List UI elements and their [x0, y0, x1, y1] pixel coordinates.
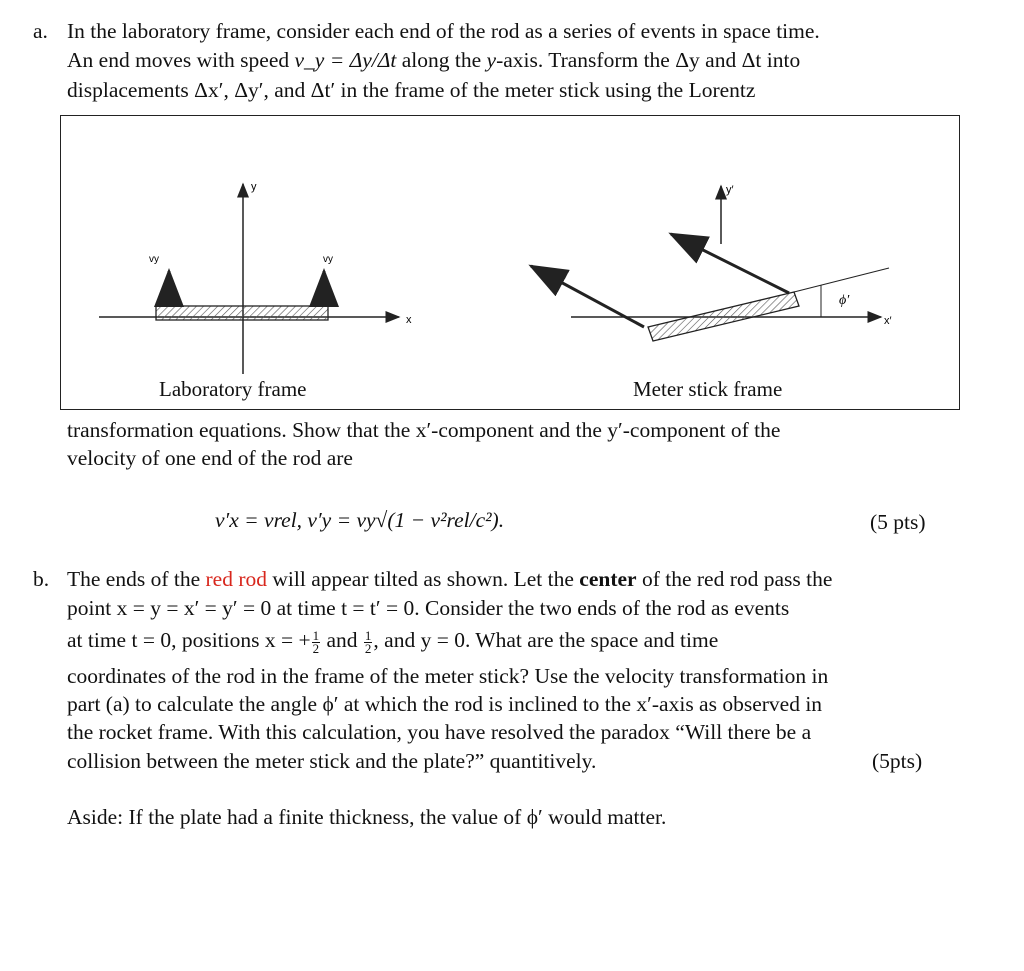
- angle-label: ϕ′: [839, 293, 850, 308]
- part-a-line-1: In the laboratory frame, consider each end of the rod as a series of events in space time.: [67, 19, 820, 43]
- part-b-line-1: The ends of the red rod will appear tilted as shown. Let the center of the red rod pass the: [67, 567, 833, 591]
- part-b-label: b.: [33, 567, 50, 591]
- part-a-label: a.: [33, 19, 48, 43]
- velocity-equation: v′x = vrel, v′y = vy√(1 − v²rel/c²).: [215, 508, 505, 532]
- meter-x-label: x′: [884, 315, 892, 327]
- part-b-line-5: part (a) to calculate the angle ϕ′ at which the rod is inclined to the x′-axis as observed in: [67, 692, 823, 716]
- center-text: center: [579, 567, 637, 591]
- meter-stick-frame-diagram: [531, 184, 892, 341]
- lab-frame-diagram: [99, 181, 412, 374]
- part-b-points: (5pts): [872, 749, 923, 773]
- part-b-line-6: the rocket frame. With this calculation, you have resolved the paradox “Will there be a: [67, 720, 812, 744]
- lab-x-label: x: [406, 314, 412, 326]
- meter-frame-caption: Meter stick frame: [633, 377, 783, 401]
- meter-velocity-arrow-right: [671, 234, 789, 293]
- figure-box: [60, 115, 960, 410]
- part-a-line-5: velocity of one end of the rod are: [67, 446, 353, 470]
- speed-equation: v_y = Δy/Δt: [294, 48, 397, 72]
- part-b-line-2: point x = y = x′ = y′ = 0 at time t = t′ = 0. Consider the two ends of the rod as events: [67, 596, 790, 620]
- part-a-line-2: An end moves with speed v_y = Δy/Δt along the y-axis. Transform the Δy and Δt into: [67, 48, 801, 72]
- part-b-line-4: coordinates of the rod in the frame of the meter stick? Use the velocity transformation in: [67, 664, 829, 688]
- lab-y-label: y: [251, 181, 257, 193]
- part-a-line-4: transformation equations. Show that the x′-component and the y′-component of the: [67, 418, 781, 442]
- part-a-line-3: displacements Δx′, Δy′, and Δt′ in the frame of the meter stick using the Lorentz: [67, 78, 756, 102]
- fraction-one-half-b: $\frac{1}{2}$: [364, 627, 372, 656]
- lab-vy-left-label: vy: [149, 254, 159, 265]
- red-rod-text: red rod: [205, 567, 268, 591]
- lab-rod: [156, 306, 328, 320]
- lab-frame-caption: Laboratory frame: [159, 377, 307, 401]
- aside-text: Aside: If the plate had a finite thickness, the value of ϕ′ would matter.: [67, 805, 667, 829]
- relativity-figure: [61, 116, 961, 411]
- meter-velocity-arrow-left: [531, 266, 644, 327]
- rod-extension-line: [794, 268, 889, 292]
- part-b-line-3: at time t = 0, positions x = + $\frac{1}{2}$ and $\frac{1}{2}$ , and y = 0. What are the space and time: [67, 627, 719, 656]
- part-b-line-7: collision between the meter stick and the plate?” quantitively.: [67, 749, 597, 773]
- lab-vy-right-label: vy: [323, 254, 333, 265]
- fraction-one-half-a: $\frac{1}{2}$: [312, 627, 320, 656]
- part-a-points: (5 pts): [870, 510, 926, 534]
- meter-y-label: y′: [726, 184, 734, 196]
